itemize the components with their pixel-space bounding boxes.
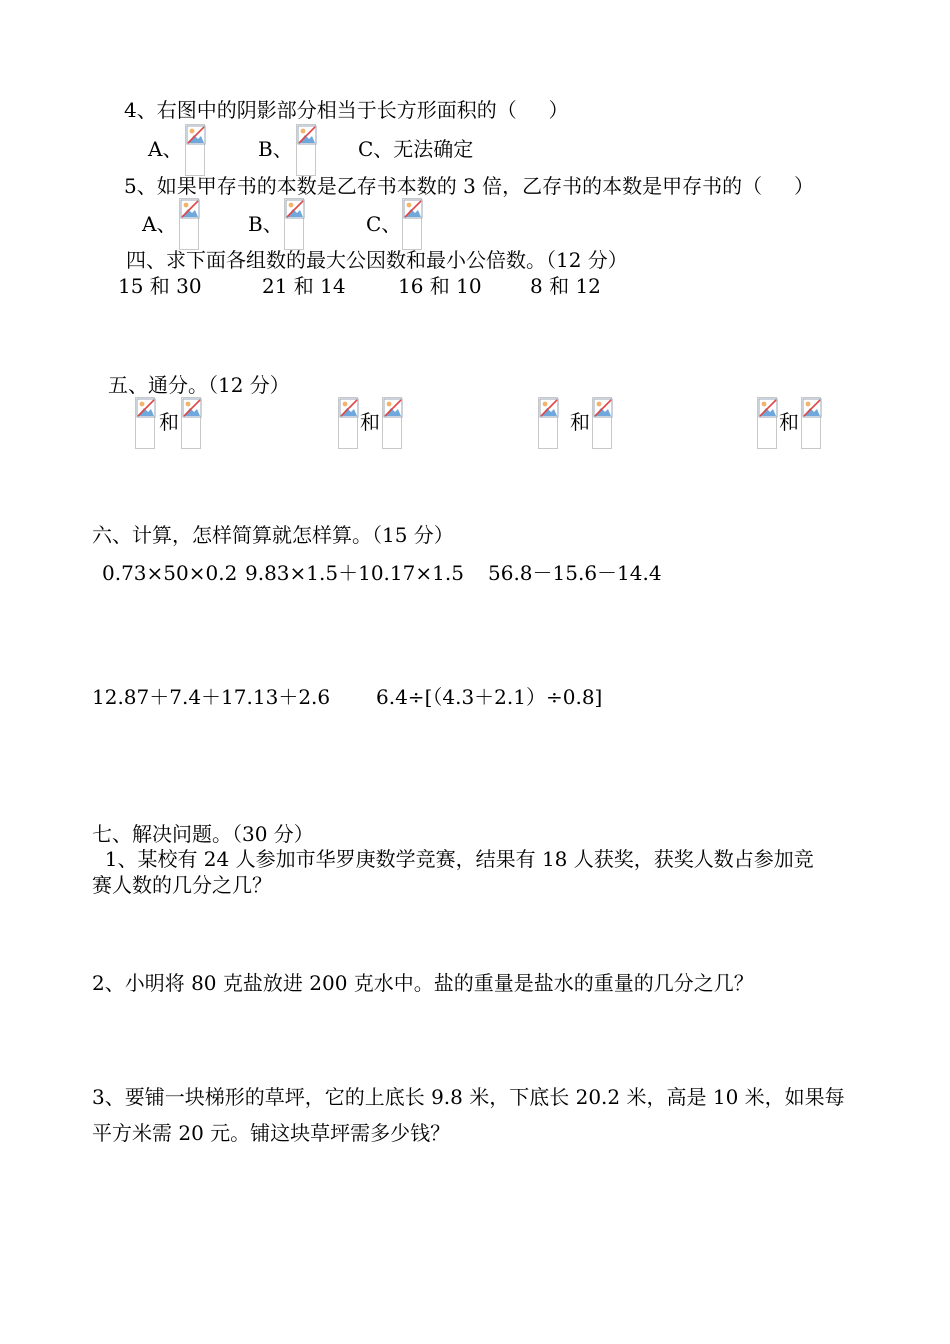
number-pair: 21 和 14	[262, 274, 346, 298]
fraction-image	[185, 124, 205, 176]
image-placeholder-icon	[758, 398, 778, 418]
image-placeholder-icon	[186, 125, 206, 145]
fraction-image	[181, 397, 201, 449]
question-5-stem: 5、如果甲存书的本数是乙存书本数的 3 倍，乙存书的本数是甲存书的（ ）	[124, 174, 814, 198]
fraction-image	[296, 124, 316, 176]
image-placeholder-icon	[403, 199, 423, 219]
section-5-title: 五、通分。（12 分）	[108, 373, 290, 397]
section-7-title: 七、解决问题。（30 分）	[92, 822, 314, 846]
problem-3-line-1: 3、要铺一块梯形的草坪，它的上底长 9.8 米，下底长 20.2 米，高是 10 米，如果每	[92, 1085, 845, 1109]
q5-option-c: C、	[366, 212, 402, 236]
number-pair: 16 和 10	[398, 274, 482, 298]
fraction-image	[592, 397, 612, 449]
fraction-image	[135, 397, 155, 449]
calc-expression: 12.87＋7.4＋17.13＋2.6	[92, 685, 331, 709]
problem-1-line-2: 赛人数的几分之几？	[92, 873, 272, 897]
calc-expression: 6.4÷[（4.3＋2.1）÷0.8]	[376, 685, 603, 709]
connector-he: 和	[159, 410, 179, 434]
calc-expression: 56.8－15.6－14.4	[488, 561, 662, 585]
fraction-image	[402, 198, 422, 250]
image-placeholder-icon	[339, 398, 359, 418]
fraction-image	[179, 198, 199, 250]
image-placeholder-icon	[383, 398, 403, 418]
q4-option-a: A、	[148, 137, 183, 161]
number-pair: 15 和 30	[118, 274, 202, 298]
fraction-image	[284, 198, 304, 250]
image-placeholder-icon	[539, 398, 559, 418]
image-placeholder-icon	[285, 199, 305, 219]
number-pair: 8 和 12	[530, 274, 601, 298]
image-placeholder-icon	[180, 199, 200, 219]
section-6-title: 六、计算，怎样简算就怎样算。（15 分）	[92, 523, 454, 547]
connector-he: 和	[360, 410, 380, 434]
q4-option-c: C、无法确定	[358, 137, 474, 161]
problem-1-line-1: 1、某校有 24 人参加市华罗庚数学竞赛，结果有 18 人获奖，获奖人数占参加竞	[92, 847, 814, 871]
question-4-stem: 4、右图中的阴影部分相当于长方形面积的（ ）	[124, 98, 569, 122]
problem-2: 2、小明将 80 克盐放进 200 克水中。盐的重量是盐水的重量的几分之几？	[92, 971, 754, 995]
fraction-image	[338, 397, 358, 449]
image-placeholder-icon	[593, 398, 613, 418]
calc-expression: 9.83×1.5＋10.17×1.5	[245, 561, 464, 585]
image-placeholder-icon	[297, 125, 317, 145]
fraction-image	[538, 397, 558, 449]
q5-option-b: B、	[248, 212, 283, 236]
connector-he: 和	[779, 410, 799, 434]
image-placeholder-icon	[802, 398, 822, 418]
calc-expression: 0.73×50×0.2	[102, 561, 238, 585]
fraction-image	[801, 397, 821, 449]
section-4-title: 四、求下面各组数的最大公因数和最小公倍数。（12 分）	[126, 248, 628, 272]
q4-option-b: B、	[258, 137, 293, 161]
q5-option-a: A、	[142, 212, 177, 236]
image-placeholder-icon	[136, 398, 156, 418]
problem-3-line-2: 平方米需 20 元。铺这块草坪需多少钱？	[92, 1121, 451, 1145]
fraction-image	[382, 397, 402, 449]
connector-he: 和	[570, 410, 590, 434]
image-placeholder-icon	[182, 398, 202, 418]
fraction-image	[757, 397, 777, 449]
